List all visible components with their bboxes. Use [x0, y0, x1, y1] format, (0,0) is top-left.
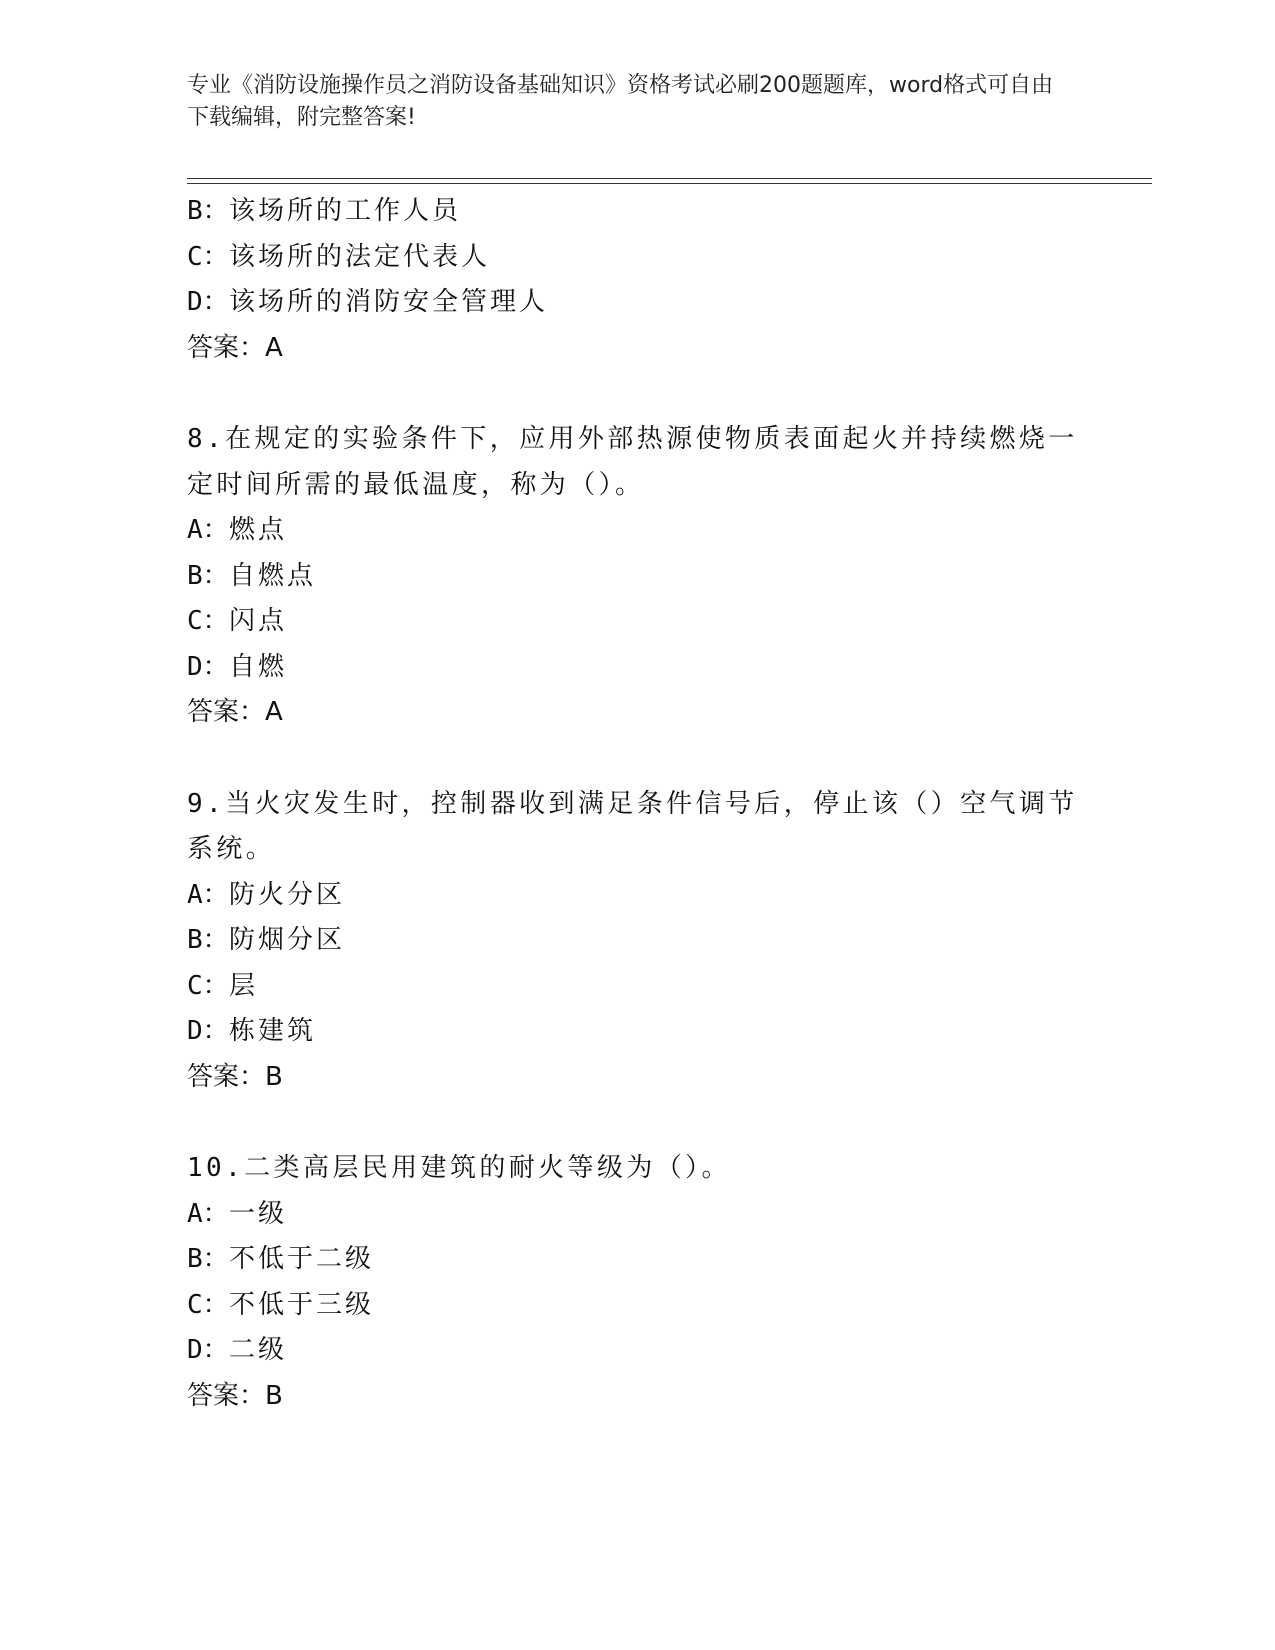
answer: 答案：A: [187, 697, 283, 727]
option-text: 该场所的消防安全管理人: [229, 287, 549, 317]
option-text: 栋建筑: [229, 1016, 317, 1046]
question-stem: 10.二类高层民用建筑的耐火等级为（）。: [187, 1153, 731, 1183]
option-text: 防烟分区: [229, 925, 346, 955]
header-rule-bottom: [187, 183, 1152, 184]
option: [187, 1192, 1087, 1238]
answer: 答案：B: [187, 1061, 283, 1092]
option-key: B：: [187, 1244, 229, 1274]
option-key: C：: [187, 241, 229, 272]
option-text: 层: [229, 970, 259, 1001]
option-text: 自燃: [229, 651, 288, 682]
option-text: 该场所的工作人员: [229, 196, 462, 226]
option-key: C：: [187, 1289, 229, 1320]
option-key: D：: [187, 651, 229, 682]
option-text: 防火分区: [229, 879, 346, 910]
question-stem: 9.当火灾发生时，控制器收到满足条件信号后，停止该（）空气调节: [187, 788, 1078, 819]
question-stem: 8.在规定的实验条件下，应用外部热源使物质表面起火并持续燃烧一: [187, 424, 1078, 454]
option-key: B：: [187, 196, 229, 226]
option-text: 不低于三级: [229, 1289, 375, 1320]
option-text: 燃点: [229, 515, 288, 545]
answer: 答案：B: [187, 1380, 283, 1411]
option: [187, 554, 1087, 600]
option-key: B：: [187, 925, 229, 955]
question-10: [187, 1146, 1087, 1419]
option: [187, 1283, 1087, 1329]
option-text: 闪点: [229, 606, 288, 636]
option: [187, 964, 1087, 1010]
option-key: D：: [187, 1335, 229, 1365]
option-text: 二级: [229, 1335, 288, 1365]
option: [187, 918, 1087, 964]
option-key: D：: [187, 287, 229, 317]
option-key: B：: [187, 560, 229, 591]
question-fragment: [187, 189, 1087, 371]
option-key: C：: [187, 606, 229, 636]
option: [187, 235, 1087, 281]
question-list: [187, 189, 1087, 1419]
question-8: [187, 417, 1087, 736]
option: [187, 599, 1087, 645]
option-key: A：: [187, 515, 229, 545]
option: [187, 280, 1087, 326]
option-key: C：: [187, 970, 229, 1001]
option-text: 不低于二级: [229, 1244, 375, 1274]
document-header: 专业《消防设施操作员之消防设备基础知识》资格考试必刷200题题库，word格式可自由下载编辑，附完整答案!: [187, 73, 1054, 130]
option: [187, 1328, 1087, 1374]
option-text: 一级: [229, 1198, 288, 1229]
header-rule-top: [187, 178, 1152, 179]
option: [187, 508, 1087, 554]
option-text: 自燃点: [229, 560, 317, 591]
question-9: [187, 782, 1087, 1101]
option: [187, 1009, 1087, 1055]
option: [187, 873, 1087, 919]
option-key: D：: [187, 1016, 229, 1046]
answer: 答案：A: [187, 332, 283, 363]
option: [187, 645, 1087, 691]
option: [187, 1237, 1087, 1283]
option-key: A：: [187, 879, 229, 910]
option-text: 该场所的法定代表人: [229, 241, 491, 272]
question-stem: 定时间所需的最低温度，称为（）。: [187, 469, 645, 500]
option-key: A：: [187, 1198, 229, 1229]
option: [187, 189, 1087, 235]
question-stem: 系统。: [187, 834, 276, 864]
